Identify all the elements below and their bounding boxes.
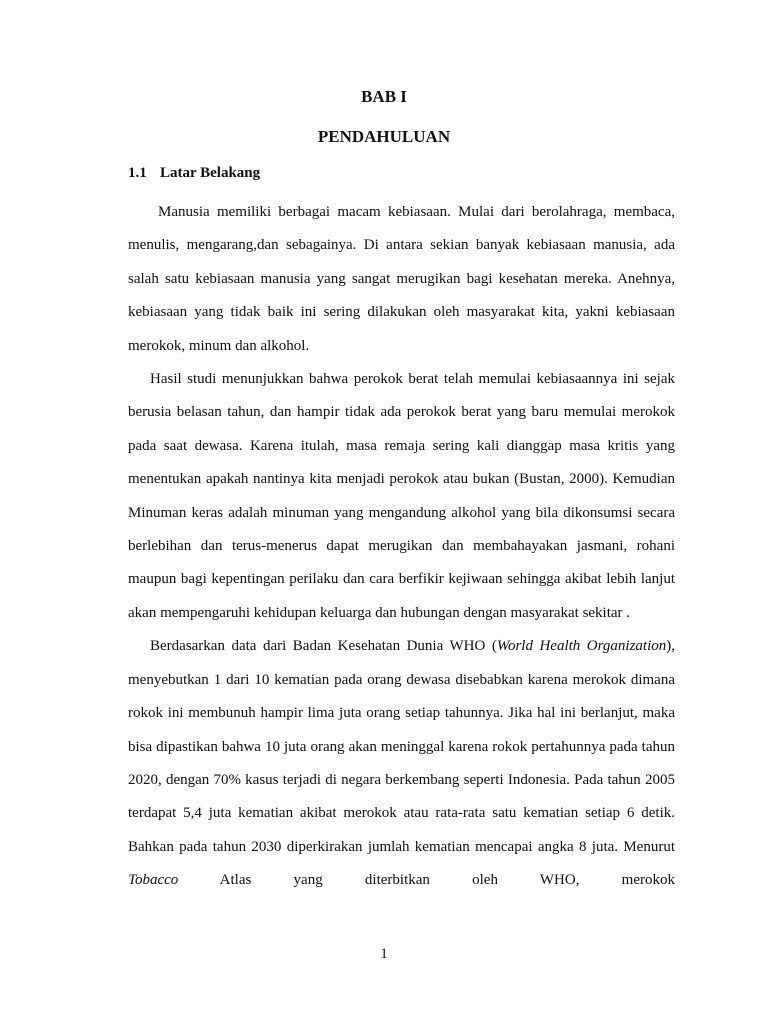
paragraph-3-text-c: Atlas yang diterbitkan oleh WHO, merokok bbox=[178, 872, 675, 889]
section-heading bbox=[128, 165, 260, 182]
page-number: 1 bbox=[380, 946, 388, 962]
section-title: Latar Belakang bbox=[160, 165, 261, 181]
chapter-number: BAB I bbox=[361, 87, 407, 106]
paragraph-2: Hasil studi menunjukkan bahwa perokok berat telah memulai kebiasaannya ini sejak berusia belasan tahun, dan hampir tidak ada perokok berat yang baru memulai merokok pada saat dewasa. Karena itulah, masa remaja sering kali dianggap masa kritis yang menentukan apakah nantinya kita menjadi perokok atau bukan (Bustan, 2000). Kemudian Minuman keras adalah minuman yang mengandung alkohol yang bila dikonsumsi secara berlebihan dan terus-menerus dapat merugikan dan membahayakan jasmani, rohani maupun bagi kepentingan perilaku dan cara berfikir kejiwaan sehingga akibat lebih lanjut akan mempengaruhi kehidupan keluarga dan hubungan dengan masyarakat sekitar . bbox=[128, 371, 675, 621]
body-text bbox=[128, 196, 675, 898]
section-number: 1.1 bbox=[128, 165, 147, 181]
paragraph-1: Manusia memiliki berbagai macam kebiasaan. Mulai dari berolahraga, membaca, menulis, mengarang,dan sebagainya. Di antara sekian banyak kebiasaan manusia, ada salah satu kebiasaan manusia yang sangat merugikan bagi kesehatan mereka. Anehnya, kebiasaan yang tidak baik ini sering dilakukan oleh masyarakat kita, yakni kebiasaan merokok, minum dan alkohol. bbox=[128, 204, 675, 354]
paragraph-3-text-a: Berdasarkan data dari Badan Kesehatan Dunia WHO ( bbox=[150, 638, 497, 655]
paragraph-3-italic-tobacco: Tobacco bbox=[128, 872, 179, 889]
paragraph-3-text-b: ), menyebutkan 1 dari 10 kematian pada orang dewasa disebabkan karena merokok dimana rokok ini membunuh hampir lima juta orang setiap tahunnya. Jika hal ini berlanjut, maka bisa dipastikan bahwa 10 juta orang akan meninggal karena rokok pertahunnya pada tahun 2020, dengan 70% kasus terjadi di negara berkembang seperti Indonesia. Pada tahun 2005 terdapat 5,4 juta kematian akibat merokok atau rata-rata satu kematian setiap 6 detik. Bahkan pada tahun 2030 diperkirakan jumlah kematian mencapai angka 8 juta. Menurut bbox=[128, 638, 675, 855]
paragraph-3 bbox=[128, 630, 675, 897]
paragraph-3-italic-who: World Health Organization bbox=[496, 638, 667, 655]
chapter-title: PENDAHULUAN bbox=[317, 127, 451, 146]
